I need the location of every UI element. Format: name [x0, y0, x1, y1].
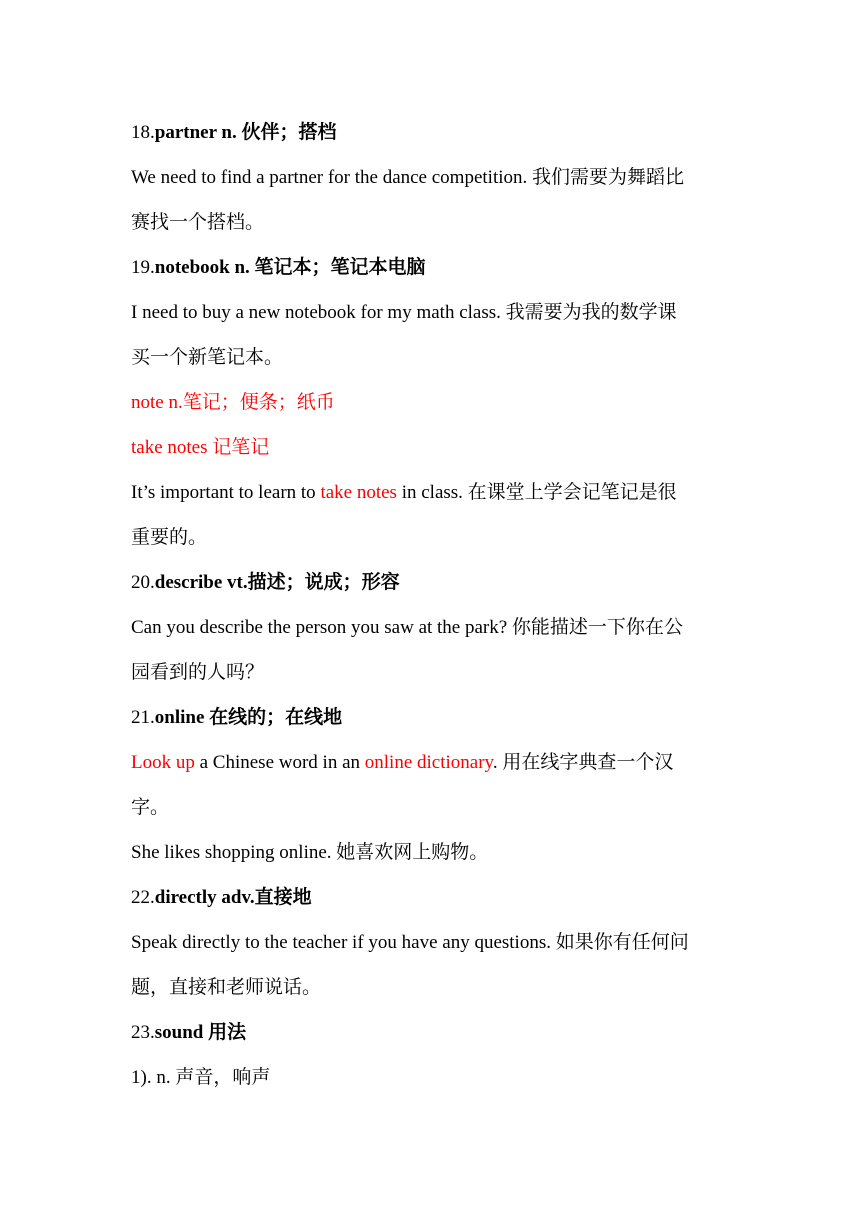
example-sentence-cont: 字。 — [131, 797, 170, 818]
example-sentence: She likes shopping online. 她喜欢网上购物。 — [131, 842, 489, 863]
highlight-note: note n.笔记；便条；纸币 — [131, 392, 335, 413]
entry-heading-directly — [131, 875, 731, 920]
entry-heading-online — [131, 695, 731, 740]
highlighted-phrase: take notes — [320, 482, 397, 503]
vocab-content — [131, 110, 731, 1100]
sentence-part: It’s important to learn to — [131, 482, 321, 503]
entry-number: 18. — [131, 122, 155, 143]
entry-heading-partner — [131, 110, 731, 155]
example-sentence-cont: 重要的。 — [131, 527, 208, 548]
entry-term: partner n. 伙伴；搭档 — [154, 122, 337, 143]
entry-heading-sound — [131, 1010, 731, 1055]
sentence-part: a Chinese word in an — [194, 752, 365, 773]
entry-term: online 在线的；在线地 — [154, 707, 343, 728]
highlighted-phrase: Look up — [131, 752, 195, 773]
entry-term: describe vt.描述；说成；形容 — [154, 572, 400, 593]
sentence-part: . 用在线字典查一个汉 — [492, 752, 674, 773]
entry-heading-describe — [131, 560, 731, 605]
highlight-phrase: take notes 记笔记 — [131, 437, 270, 458]
highlighted-phrase: online dictionary — [364, 752, 493, 773]
example-sentence-cont: 买一个新笔记本。 — [131, 347, 284, 368]
entry-term: notebook n. 笔记本；笔记本电脑 — [154, 257, 426, 278]
usage-item: 1). n. 声音，响声 — [131, 1067, 271, 1088]
example-sentence: Can you describe the person you saw at the park? 你能描述一下你在公 — [131, 617, 683, 638]
example-sentence — [131, 740, 731, 785]
example-sentence-cont: 题，直接和老师说话。 — [131, 977, 322, 998]
entry-heading-notebook — [131, 245, 731, 290]
entry-number: 21. — [131, 707, 155, 728]
example-sentence: Speak directly to the teacher if you have any questions. 如果你有任何问 — [131, 932, 689, 953]
entry-number: 20. — [131, 572, 155, 593]
sentence-part: in class. 在课堂上学会记笔记是很 — [396, 482, 677, 503]
entry-term: directly adv.直接地 — [154, 887, 312, 908]
example-sentence: We need to find a partner for the dance competition. 我们需要为舞蹈比 — [131, 167, 685, 188]
entry-number: 19. — [131, 257, 155, 278]
example-sentence — [131, 470, 731, 515]
entry-number: 22. — [131, 887, 155, 908]
example-sentence-cont: 赛找一个搭档。 — [131, 212, 265, 233]
entry-number: 23. — [131, 1022, 155, 1043]
example-sentence: I need to buy a new notebook for my math class. 我需要为我的数学课 — [131, 302, 677, 323]
example-sentence-cont: 园看到的人吗？ — [131, 662, 265, 683]
entry-term: sound 用法 — [154, 1022, 247, 1043]
